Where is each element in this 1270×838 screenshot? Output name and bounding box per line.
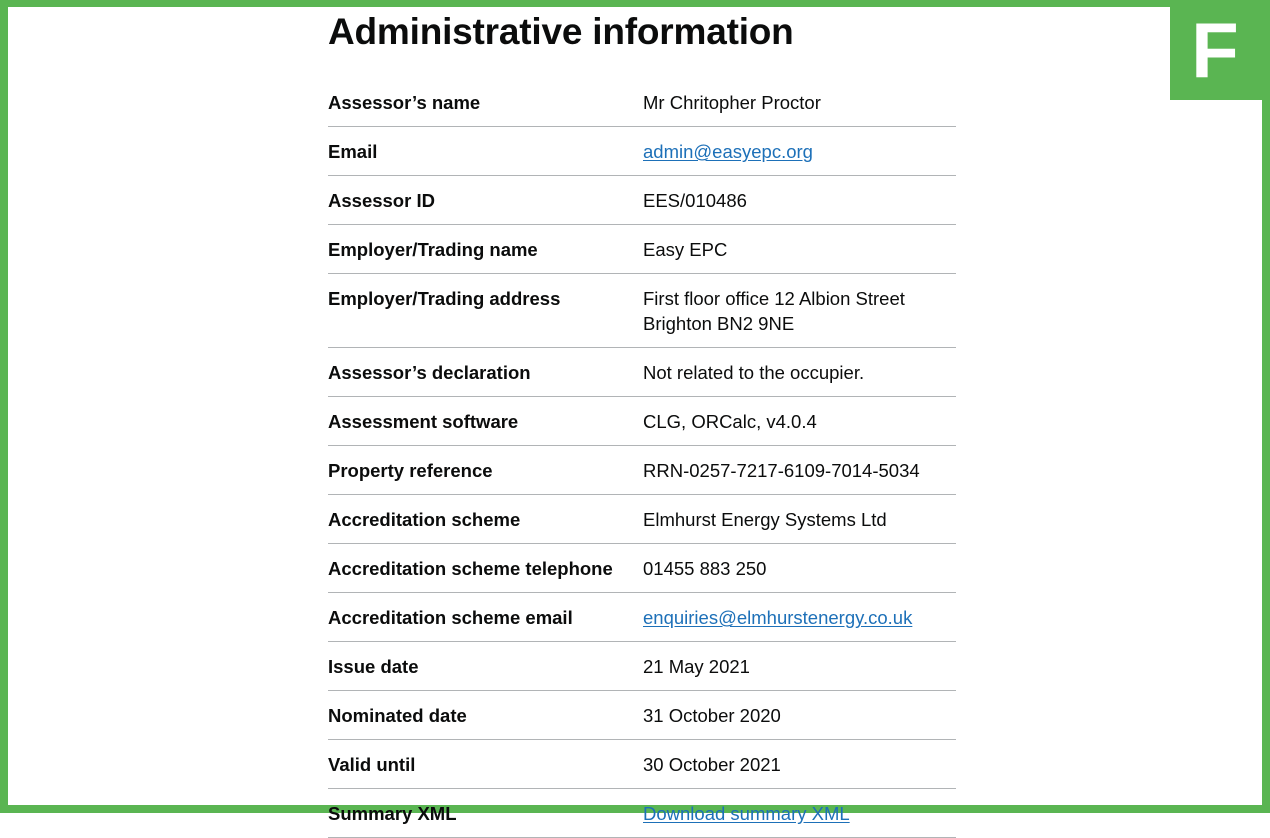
row-value: Mr Chritopher Proctor: [643, 92, 821, 113]
summary-row-nominated-date: [328, 691, 956, 740]
row-key: Accreditation scheme: [328, 509, 521, 530]
row-value-container: [643, 801, 956, 826]
row-value: 01455 883 250: [643, 558, 767, 579]
row-value: EES/010486: [643, 190, 747, 211]
row-key: Assessor’s name: [328, 92, 481, 113]
row-value: Elmhurst Energy Systems Ltd: [643, 509, 887, 530]
summary-row-issue-date: [328, 642, 956, 691]
summary-row-valid-until: [328, 740, 956, 789]
row-key: Employer/Trading address: [328, 288, 561, 309]
row-key: Accreditation scheme email: [328, 607, 573, 628]
row-value-container: [643, 605, 956, 630]
row-key: Nominated date: [328, 705, 467, 726]
row-key: Summary XML: [328, 803, 457, 824]
summary-row-accreditation-scheme: [328, 495, 956, 544]
row-key: Issue date: [328, 656, 419, 677]
row-key: Assessment software: [328, 411, 519, 432]
address-line-2: Brighton BN2 9NE: [643, 313, 795, 334]
energy-rating-letter: F: [1191, 6, 1239, 94]
summary-row-assessment-software: [328, 397, 956, 446]
administrative-information-section: [328, 0, 956, 838]
summary-row-assessor-id: [328, 176, 956, 225]
row-value: RRN-0257-7217-6109-7014-5034: [643, 460, 920, 481]
summary-row-employer-address: [328, 274, 956, 348]
row-key: Valid until: [328, 754, 416, 775]
download-summary-xml-link[interactable]: Download summary XML: [643, 803, 850, 824]
row-value: 21 May 2021: [643, 656, 750, 677]
summary-row-assessor-name: [328, 78, 956, 127]
row-value: 31 October 2020: [643, 705, 781, 726]
row-key: Email: [328, 141, 378, 162]
row-value: Not related to the occupier.: [643, 362, 865, 383]
row-key: Employer/Trading name: [328, 239, 538, 260]
address-line-1: First floor office 12 Albion Street: [643, 288, 905, 309]
scheme-email-link[interactable]: enquiries@elmhurstenergy.co.uk: [643, 607, 913, 628]
summary-row-scheme-email: [328, 593, 956, 642]
energy-rating-badge: [1170, 0, 1270, 100]
row-value-container: [643, 139, 956, 164]
summary-row-summary-xml: [328, 789, 956, 838]
email-link[interactable]: admin@easyepc.org: [643, 141, 813, 162]
summary-row-assessor-declaration: [328, 348, 956, 397]
summary-row-property-reference: [328, 446, 956, 495]
row-key: Assessor’s declaration: [328, 362, 531, 383]
summary-row-scheme-telephone: [328, 544, 956, 593]
row-key: Accreditation scheme telephone: [328, 558, 613, 579]
section-heading: Administrative information: [328, 11, 794, 52]
row-value: CLG, ORCalc, v4.0.4: [643, 411, 817, 432]
summary-row-employer-name: [328, 225, 956, 274]
row-value: 30 October 2021: [643, 754, 781, 775]
row-value: [643, 286, 956, 336]
row-key: Assessor ID: [328, 190, 435, 211]
summary-row-email: [328, 127, 956, 176]
row-value: Easy EPC: [643, 239, 728, 260]
row-key: Property reference: [328, 460, 493, 481]
